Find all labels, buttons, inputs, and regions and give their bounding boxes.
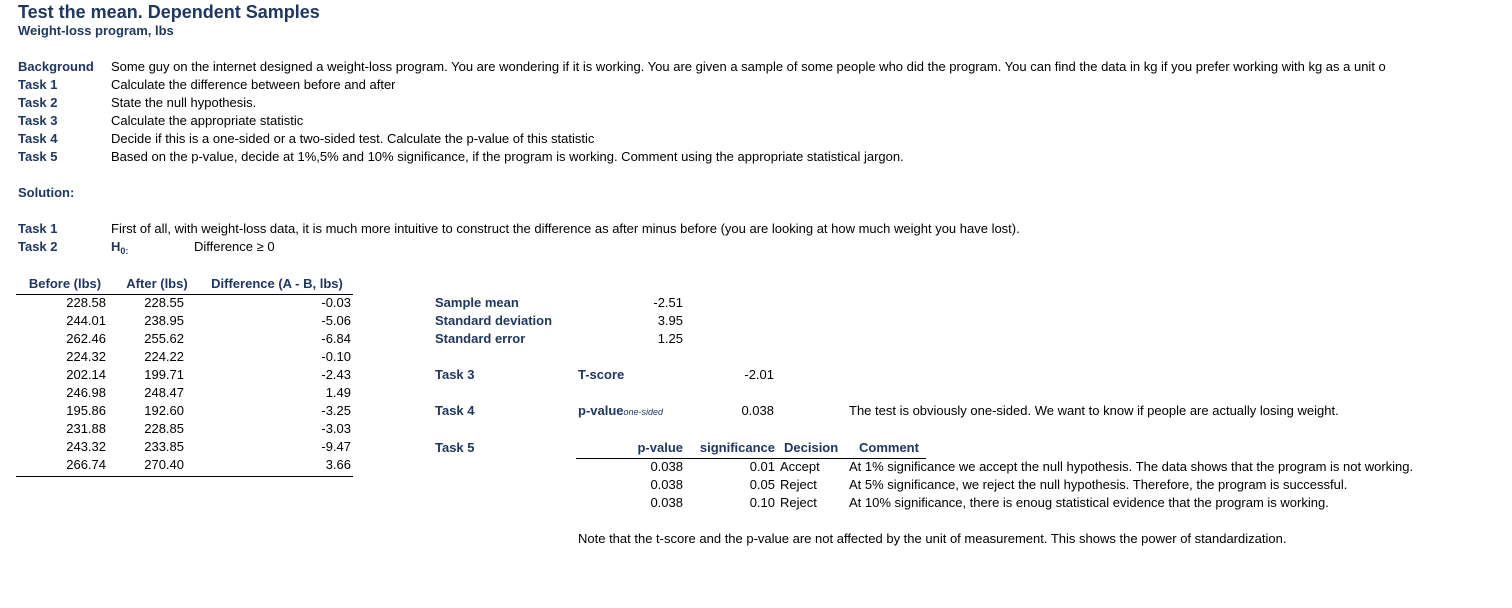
table-cell-before: 266.74 [66, 457, 106, 472]
table-cell-after: 233.85 [144, 439, 184, 454]
table-header-before: Before (lbs) [28, 276, 102, 291]
table-cell-after: 228.85 [144, 421, 184, 436]
intro-label-task4: Task 4 [18, 131, 58, 146]
table-cell-before: 244.01 [66, 313, 106, 328]
stat-label-se: Standard error [435, 331, 526, 346]
intro-text-task3: Calculate the appropriate statistic [111, 113, 304, 128]
task5-pvalue: 0.038 [650, 477, 683, 492]
task5-comment: At 5% significance, we reject the null hypothesis. Therefore, the program is successful. [849, 477, 1348, 492]
stat-value-se: 1.25 [657, 331, 683, 346]
footnote: Note that the t-score and the p-value are not affected by the unit of measurement. This shows the power of standardization. [578, 531, 1287, 546]
table-cell-before: 224.32 [66, 349, 106, 364]
task5-significance: 0.01 [749, 459, 775, 474]
task4-label: Task 4 [435, 403, 475, 418]
table-cell-difference: -0.03 [321, 295, 351, 310]
intro-text-task2: State the null hypothesis. [111, 95, 257, 110]
null-hypothesis-statement: Difference ≥ 0 [194, 239, 275, 254]
table-cell-before: 195.86 [66, 403, 106, 418]
task5-header-comment: Comment [859, 440, 919, 455]
table-cell-difference: -3.25 [321, 403, 351, 418]
task5-pvalue: 0.038 [650, 459, 683, 474]
table-cell-after: 199.71 [144, 367, 184, 382]
table-cell-difference: 3.66 [325, 457, 351, 472]
intro-label-task2: Task 2 [18, 95, 58, 110]
task5-decision: Reject [780, 477, 817, 492]
table-cell-after: 255.62 [144, 331, 184, 346]
table-cell-before: 202.14 [66, 367, 106, 382]
task5-label: Task 5 [435, 440, 475, 455]
solution-task1-label: Task 1 [18, 221, 58, 236]
intro-label-background: Background [18, 59, 94, 74]
table-cell-before: 246.98 [66, 385, 106, 400]
table-cell-difference: -6.84 [321, 331, 351, 346]
task5-header-significance: significance [699, 440, 775, 455]
table-header-after: After (lbs) [126, 276, 188, 291]
stat-value-sd: 3.95 [657, 313, 683, 328]
intro-text-task5: Based on the p-value, decide at 1%,5% and 10% significance, if the program is working. Comment using the appropriate statistical jargon. [111, 149, 904, 164]
intro-label-task1: Task 1 [18, 77, 58, 92]
solution-task1-text: First of all, with weight-loss data, it is much more intuitive to construct the difference as after minus before (you are looking at how much weight you have lost). [111, 221, 1020, 236]
task4-comment: The test is obviously one-sided. We want to know if people are actually losing weight. [849, 403, 1339, 418]
table-cell-after: 224.22 [144, 349, 184, 364]
intro-text-background: Some guy on the internet designed a weight-loss program. You are wondering if it is working. You are given a sample of some people who did the program. You can find the data in kg if you prefer working with kg as a unit o [111, 59, 1386, 74]
intro-label-task5: Task 5 [18, 149, 58, 164]
table-cell-after: 192.60 [144, 403, 184, 418]
table-cell-difference: -2.43 [321, 367, 351, 382]
task5-comment: At 1% significance we accept the null hypothesis. The data shows that the program is not working. [849, 459, 1414, 474]
task5-header-pvalue: p-value [637, 440, 683, 455]
intro-label-task3: Task 3 [18, 113, 58, 128]
stat-label-mean: Sample mean [435, 295, 519, 310]
table-cell-difference: -9.47 [321, 439, 351, 454]
table-cell-difference: 1.49 [325, 385, 351, 400]
intro-text-task4: Decide if this is a one-sided or a two-sided test. Calculate the p-value of this statistic [111, 131, 595, 146]
table-cell-difference: -5.06 [321, 313, 351, 328]
intro-text-task1: Calculate the difference between before and after [111, 77, 396, 92]
table-cell-before: 262.46 [66, 331, 106, 346]
table-bottom-rule [16, 476, 353, 477]
stat-value-mean: -2.51 [653, 295, 683, 310]
table-cell-difference: -3.03 [321, 421, 351, 436]
table-header-difference: Difference (A - B, lbs) [211, 276, 343, 291]
task5-comment: At 10% significance, there is enoug statistical evidence that the program is working. [849, 495, 1329, 510]
tscore-value: -2.01 [744, 367, 774, 382]
table-cell-after: 248.47 [144, 385, 184, 400]
task5-significance: 0.10 [749, 495, 775, 510]
stat-label-sd: Standard deviation [435, 313, 553, 328]
table-cell-after: 228.55 [144, 295, 184, 310]
table-cell-after: 238.95 [144, 313, 184, 328]
table-cell-after: 270.40 [144, 457, 184, 472]
solution-label: Solution: [18, 185, 75, 200]
task3-label: Task 3 [435, 367, 475, 382]
table-cell-before: 243.32 [66, 439, 106, 454]
task5-significance: 0.05 [749, 477, 775, 492]
tscore-label: T-score [578, 367, 625, 382]
null-hypothesis-symbol: $H_{0:}$ [111, 239, 129, 256]
table-cell-before: 231.88 [66, 421, 106, 436]
page-subtitle: Weight-loss program, lbs [18, 23, 174, 38]
pvalue-value: 0.038 [741, 403, 774, 418]
task5-header-decision: Decision [784, 440, 839, 455]
task5-decision: Accept [780, 459, 820, 474]
task5-pvalue: 0.038 [650, 495, 683, 510]
pvalue-label: p-valueone-sided [578, 403, 664, 418]
solution-task2-label: Task 2 [18, 239, 58, 254]
table-cell-difference: -0.10 [321, 349, 351, 364]
task5-decision: Reject [780, 495, 817, 510]
page-title: Test the mean. Dependent Samples [18, 2, 320, 22]
table-cell-before: 228.58 [66, 295, 106, 310]
